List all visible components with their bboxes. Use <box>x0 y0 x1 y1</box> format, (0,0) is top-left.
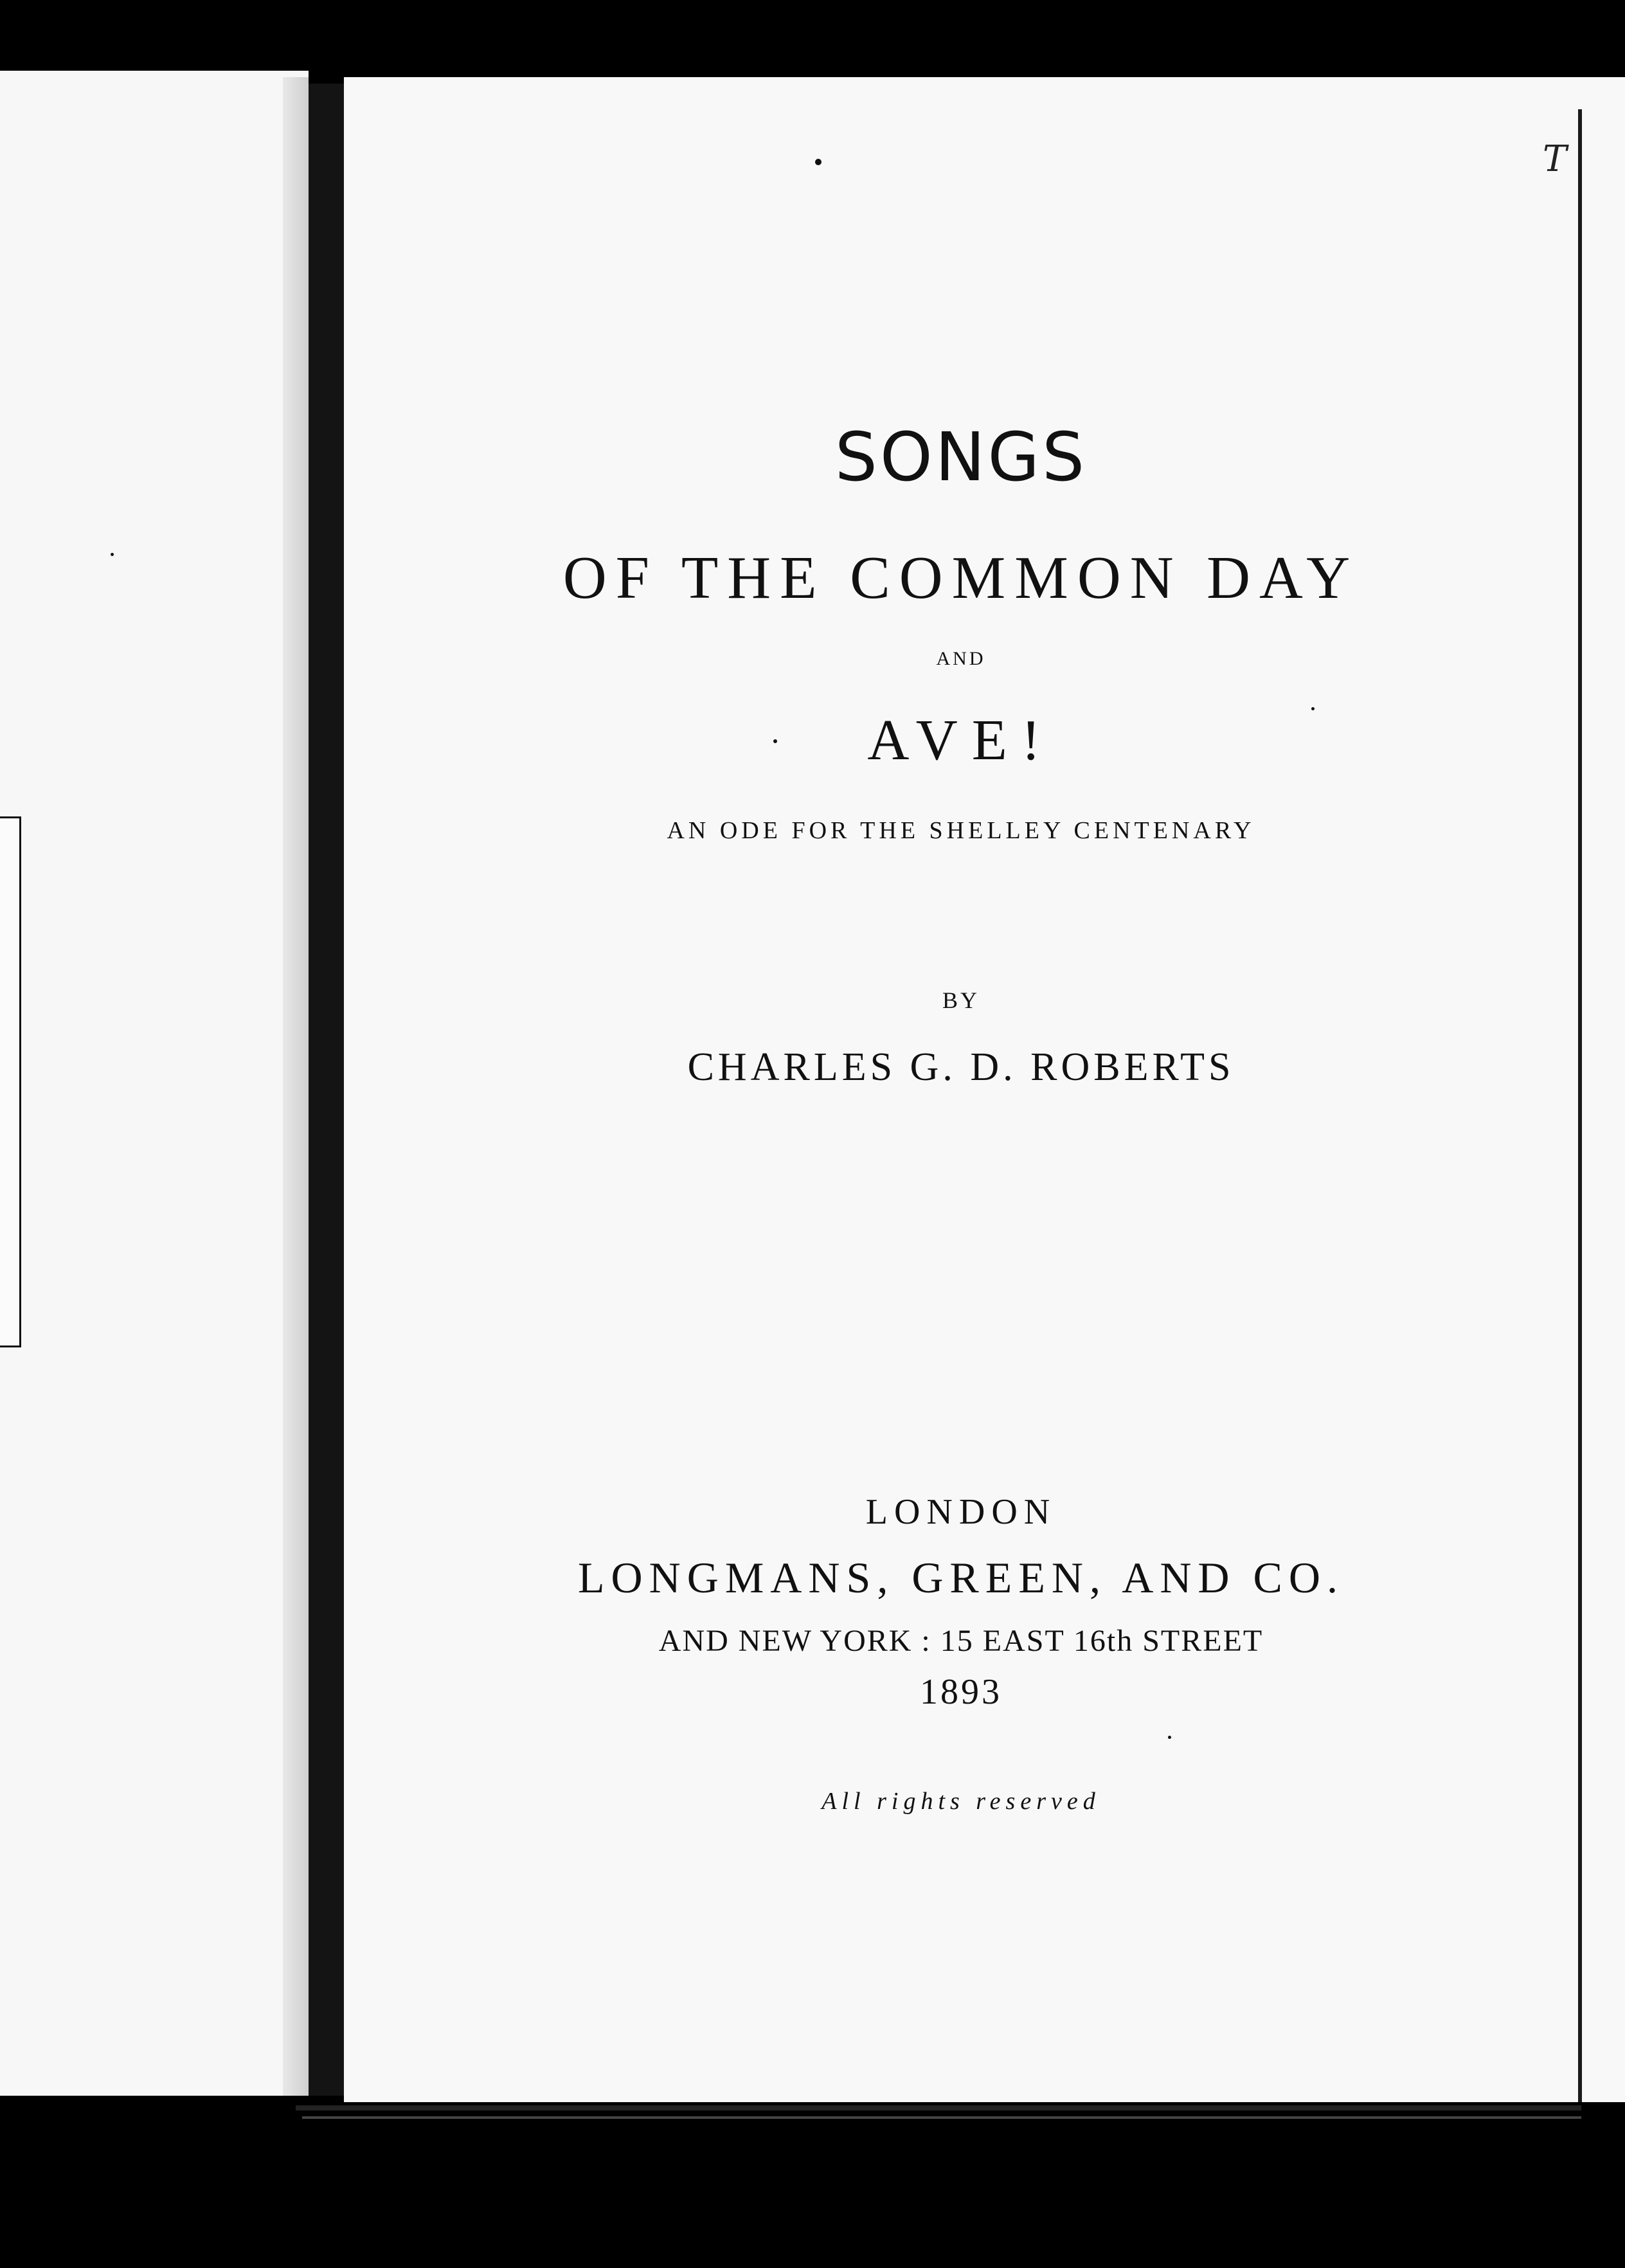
title-conjunction: AND <box>936 648 986 669</box>
bottom-edge <box>296 2105 1581 2110</box>
pencil-mark: T <box>1543 138 1567 180</box>
left-page <box>0 71 309 2096</box>
title-line-songs: SONGS <box>834 418 1088 496</box>
gutter-binding <box>309 84 344 2096</box>
publisher-name: LONGMANS, GREEN, AND CO. <box>577 1553 1345 1602</box>
bottom-edge-shadow <box>302 2116 1581 2119</box>
ink-speck <box>111 553 114 556</box>
ink-speck <box>1168 1736 1171 1739</box>
author-name: CHARLES G. D. ROBERTS <box>687 1045 1235 1089</box>
subtitle: AN ODE FOR THE SHELLEY CENTENARY <box>667 817 1255 844</box>
gutter-shadow-light <box>283 77 309 2096</box>
title-line-ave: AVE! <box>867 708 1055 772</box>
left-page-frame <box>0 816 21 1347</box>
rights-notice: All rights reserved <box>821 1788 1100 1815</box>
by-label: BY <box>942 987 980 1013</box>
publisher-address: AND NEW YORK : 15 EAST 16th STREET <box>658 1624 1264 1658</box>
page-edge <box>1578 109 1582 2102</box>
ink-speck <box>815 159 821 165</box>
publication-city: LONDON <box>865 1492 1057 1532</box>
title-line-common-day: OF THE COMMON DAY <box>562 544 1360 611</box>
publication-year: 1893 <box>920 1672 1002 1712</box>
